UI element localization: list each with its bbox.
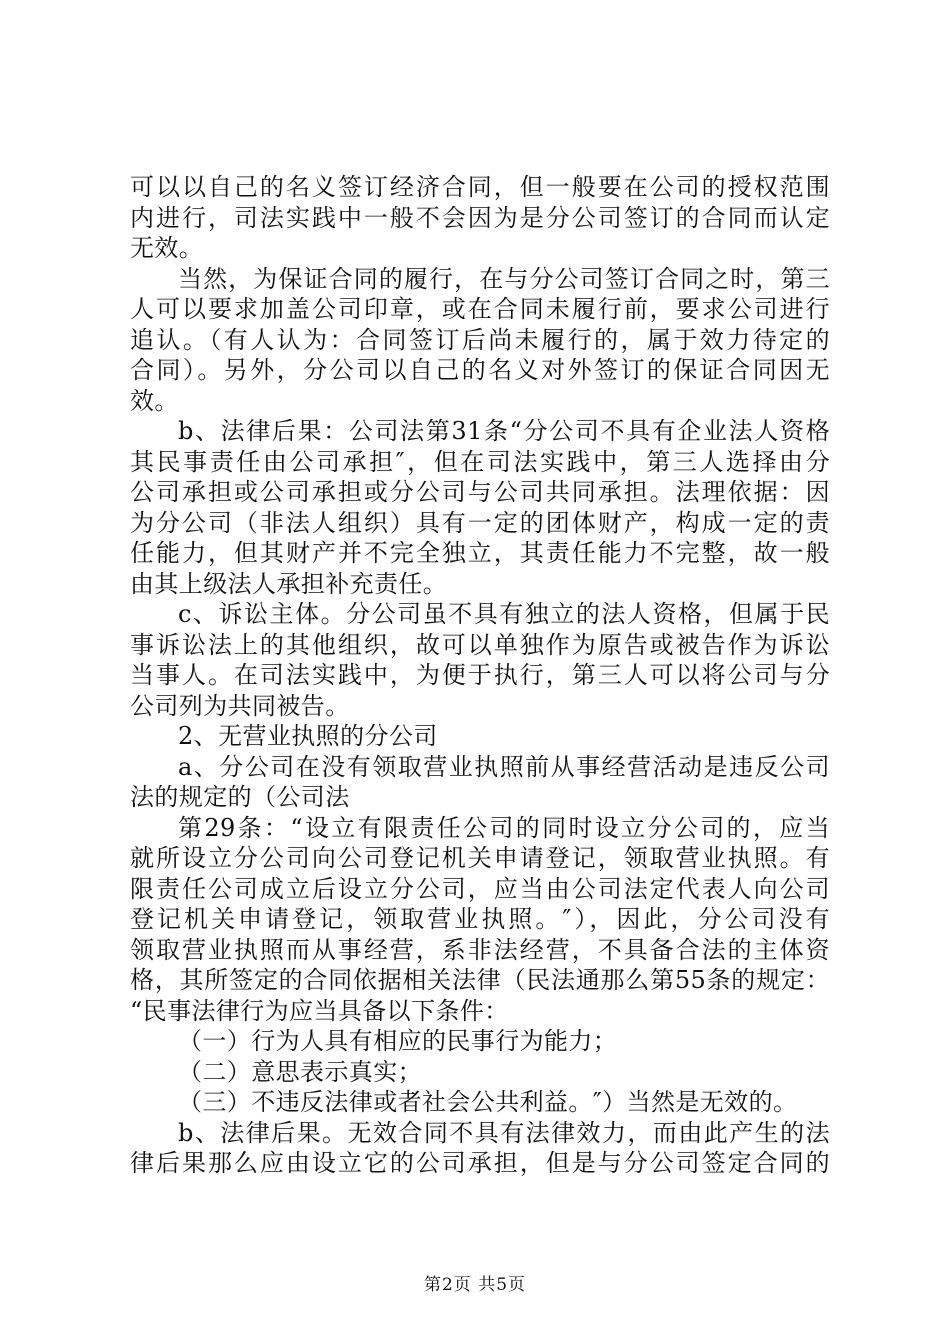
text-line: 可以以自己的名义签订经济合同，但一般要在公司的授权范围 xyxy=(130,173,830,201)
text-line: 领取营业执照而从事经营，系非法经营，不具备合法的主体资 xyxy=(130,935,830,964)
section-heading: 2、无营业执照的分公司 xyxy=(178,722,438,750)
text-line: 合同）。另外，分公司以自己的名义对外签订的保证合同因无 xyxy=(130,356,830,384)
text-line: 追认。（有人认为：合同签订后尚未履行的，属于效力待定的 xyxy=(130,325,830,354)
page-number: 第2页 共5页 xyxy=(423,1275,527,1295)
text-line: 内进行，司法实践中一般不会因为是分公司签订的合同而认定 xyxy=(130,203,830,232)
text-line: 无效。 xyxy=(130,234,204,262)
text-line: 就所设立分公司向公司登记机关申请登记，领取营业执照。有 xyxy=(130,844,830,872)
text-line: 其民事责任由公司承担″，但在司法实践中，第三人选择由分 xyxy=(130,447,830,476)
text-line: 公司列为共同被告。 xyxy=(130,691,350,720)
text-line: 登记机关申请登记，领取营业执照。″），因此，分公司没有 xyxy=(130,905,830,933)
text-line: 格，其所签定的合同依据相关法律（民法通那么第55条的规定： xyxy=(130,966,830,994)
text-line: 事诉讼法上的其他组织，故可以单独作为原告或被告作为诉讼 xyxy=(130,630,830,659)
text-line: c、诉讼主体。分公司虽不具有独立的法人资格，但属于民 xyxy=(178,600,830,628)
text-line: 人可以要求加盖公司印章，或在合同未履行前，要求公司进行 xyxy=(130,295,830,323)
text-line: 限责任公司成立后设立分公司，应当由公司法定代表人向公司 xyxy=(130,874,830,903)
text-line: b、法律后果：公司法第31条“分公司不具有企业法人资格 xyxy=(178,417,830,445)
text-line: 效。 xyxy=(130,386,179,415)
document-body xyxy=(130,172,830,1179)
text-line: 为分公司（非法人组织）具有一定的团体财产，构成一定的责 xyxy=(130,508,830,537)
text-line: 任能力，但其财产并不完全独立，其责任能力不完整，故一般 xyxy=(130,539,830,567)
text-line: 由其上级法人承担补充责任。 xyxy=(130,569,448,598)
text-line: 律后果那么应由设立它的公司承担，但是与分公司签定合同的 xyxy=(130,1149,830,1177)
text-line: 当然，为保证合同的履行，在与分公司签订合同之时，第三 xyxy=(178,264,830,293)
text-line: 第29条：“设立有限责任公司的同时设立分公司的，应当 xyxy=(178,813,830,842)
text-line: 法的规定的（公司法 xyxy=(130,783,350,811)
list-item: （三）不违反法律或者社会公共利益。″）当然是无效的。 xyxy=(178,1088,798,1116)
text-line: 公司承担或公司承担或分公司与公司共同承担。法理依据：因 xyxy=(130,478,830,506)
text-line: a、分公司在没有领取营业执照前从事经营活动是违反公司 xyxy=(178,752,830,781)
text-line: b、法律后果。无效合同不具有法律效力，而由此产生的法 xyxy=(178,1118,830,1147)
list-item: （一）行为人具有相应的民事行为能力； xyxy=(178,1027,618,1055)
list-item: （二）意思表示真实； xyxy=(178,1057,422,1086)
text-line: “民事法律行为应当具备以下条件： xyxy=(130,996,509,1025)
text-line: 当事人。在司法实践中，为便于执行，第三人可以将公司与分 xyxy=(130,661,830,689)
